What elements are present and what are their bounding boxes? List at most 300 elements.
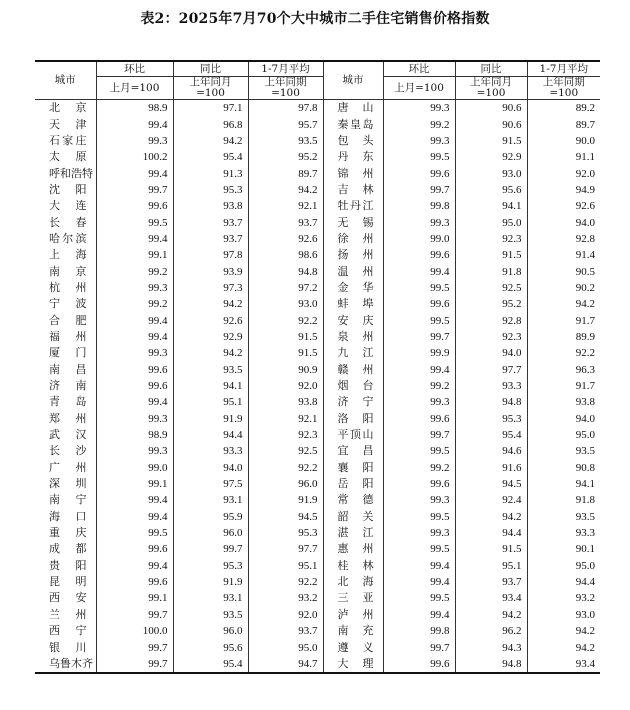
avg-value: 93.5 (575, 510, 595, 523)
avg-value: 92.2 (248, 460, 323, 476)
city-name: 呼和浩特 (35, 165, 96, 181)
mom-value: 99.0 (383, 231, 455, 247)
yoy-value: 92.8 (455, 312, 527, 328)
mom-value: 99.3 (96, 443, 173, 459)
city-name: 蚌埠 (323, 296, 383, 312)
table-row (35, 312, 600, 328)
avg-value: 92.0 (248, 378, 323, 394)
city-name: 济宁 (323, 394, 383, 410)
table-row (35, 198, 600, 214)
header-avg-left: 1-7月平均 (248, 61, 323, 77)
avg-value: 97.8 (248, 100, 323, 117)
yoy-value: 94.2 (173, 345, 248, 361)
table-header (35, 61, 600, 100)
avg-value: 92.0 (248, 607, 323, 623)
city-name: 宜昌 (323, 443, 383, 459)
city-name: 合肥 (35, 312, 96, 328)
avg-value: 97.7 (248, 541, 323, 557)
city-name: 韶关 (323, 509, 383, 525)
city-name: 温州 (323, 263, 383, 279)
yoy-value: 93.4 (455, 590, 527, 606)
yoy-value: 95.6 (455, 182, 527, 198)
yoy-value: 94.8 (455, 394, 527, 410)
city-name: 湛江 (323, 525, 383, 541)
avg-value: 94.5 (248, 509, 323, 525)
city-name: 金华 (323, 280, 383, 296)
table-row (35, 165, 600, 181)
yoy-value: 93.5 (173, 607, 248, 623)
city-name: 襄阳 (323, 460, 383, 476)
mom-value: 99.7 (96, 656, 173, 673)
mom-value: 99.4 (96, 492, 173, 508)
table-row (35, 263, 600, 279)
city-name: 大理 (323, 656, 383, 673)
yoy-value: 91.6 (455, 460, 527, 476)
header-avg-right: 1-7月平均 (527, 61, 600, 77)
mom-value: 99.3 (96, 345, 173, 361)
mom-value: 98.9 (96, 100, 173, 117)
yoy-value: 95.2 (455, 296, 527, 312)
avg-value: 93.4 (527, 656, 600, 673)
city-name: 长春 (35, 214, 96, 230)
yoy-value: 95.1 (455, 558, 527, 574)
city-name: 北海 (323, 574, 383, 590)
avg-value: 95.0 (575, 559, 595, 572)
mom-value: 100.2 (96, 149, 173, 165)
avg-value: 94.9 (575, 183, 595, 196)
avg-value: 96.0 (248, 476, 323, 492)
avg-value: 95.0 (248, 639, 323, 655)
yoy-value: 91.5 (455, 247, 527, 263)
avg-value: 96.3 (575, 363, 595, 376)
avg-value: 94.7 (248, 656, 323, 673)
avg-value: 91.5 (248, 345, 323, 361)
mom-value: 99.4 (383, 362, 455, 378)
mom-value: 99.7 (96, 182, 173, 198)
city-name: 哈尔滨 (35, 231, 96, 247)
table-row (35, 656, 600, 673)
table-row (35, 460, 600, 476)
table-row (35, 443, 600, 459)
avg-value: 93.2 (248, 590, 323, 606)
city-name: 青岛 (35, 394, 96, 410)
yoy-value: 93.1 (173, 492, 248, 508)
avg-value: 91.4 (575, 249, 595, 262)
mom-value: 99.2 (383, 460, 455, 476)
yoy-value: 97.1 (173, 100, 248, 117)
mom-value: 99.7 (383, 182, 455, 198)
avg-value: 95.0 (575, 429, 595, 442)
table-row (35, 525, 600, 541)
yoy-value: 96.0 (173, 525, 248, 541)
city-name: 烟台 (323, 378, 383, 394)
city-name: 惠州 (323, 541, 383, 557)
avg-value: 90.8 (575, 461, 595, 474)
mom-value: 99.0 (96, 460, 173, 476)
mom-value: 99.7 (383, 329, 455, 345)
avg-value: 92.1 (248, 198, 323, 214)
avg-value: 93.7 (248, 623, 323, 639)
city-name: 大连 (35, 198, 96, 214)
table-title: 表2：2025年7月70个大中城市二手住宅销售价格指数 (140, 11, 490, 27)
table-body (35, 100, 600, 674)
city-name: 昆明 (35, 574, 96, 590)
table-row (35, 182, 600, 198)
avg-value: 97.2 (248, 280, 323, 296)
table-row (35, 329, 600, 345)
yoy-value: 94.2 (455, 509, 527, 525)
avg-value: 89.2 (575, 102, 595, 115)
mom-value: 99.4 (96, 509, 173, 525)
mom-value: 99.3 (383, 492, 455, 508)
avg-value: 94.1 (575, 478, 595, 491)
city-name: 厦门 (35, 345, 96, 361)
yoy-value: 95.4 (455, 427, 527, 443)
mom-value: 99.6 (383, 165, 455, 181)
city-name: 常德 (323, 492, 383, 508)
header-avg-base-left: 上年同期 =100 (248, 77, 323, 100)
table-row (35, 378, 600, 394)
mom-value: 99.4 (96, 394, 173, 410)
mom-value: 99.6 (383, 247, 455, 263)
mom-value: 99.1 (96, 247, 173, 263)
yoy-value: 92.9 (455, 149, 527, 165)
yoy-value: 95.9 (173, 509, 248, 525)
city-name: 石家庄 (35, 133, 96, 149)
yoy-value: 95.3 (173, 182, 248, 198)
mom-value: 99.4 (96, 116, 173, 132)
mom-value: 99.6 (383, 656, 455, 673)
avg-value: 93.2 (575, 592, 595, 605)
table-row (35, 345, 600, 361)
yoy-value: 97.5 (173, 476, 248, 492)
header-mom-left: 环比 (96, 61, 173, 77)
avg-value: 92.2 (248, 574, 323, 590)
mom-value: 99.8 (383, 623, 455, 639)
mom-value: 100.0 (96, 623, 173, 639)
avg-value: 94.2 (575, 641, 595, 654)
yoy-value: 92.5 (455, 280, 527, 296)
avg-value: 92.2 (248, 312, 323, 328)
mom-value: 99.1 (96, 590, 173, 606)
avg-value: 95.1 (248, 558, 323, 574)
city-name: 洛阳 (323, 411, 383, 427)
city-name: 安庆 (323, 312, 383, 328)
city-name: 秦皇岛 (323, 116, 383, 132)
mom-value: 99.6 (96, 541, 173, 557)
header-mom-base-right: 上月=100 (383, 77, 455, 100)
yoy-value: 97.8 (173, 247, 248, 263)
avg-value: 91.1 (575, 151, 595, 164)
yoy-value: 94.3 (455, 639, 527, 655)
yoy-value: 94.2 (173, 133, 248, 149)
price-index-table (35, 60, 600, 674)
header-yoy-base-left: 上年同月 =100 (173, 77, 248, 100)
mom-value: 99.7 (383, 427, 455, 443)
avg-value: 92.3 (248, 427, 323, 443)
mom-value: 99.3 (383, 100, 455, 117)
avg-value: 94.0 (575, 412, 595, 425)
city-name: 南京 (35, 263, 96, 279)
yoy-value: 97.3 (173, 280, 248, 296)
city-name: 西宁 (35, 623, 96, 639)
city-name: 杭州 (35, 280, 96, 296)
yoy-value: 91.5 (455, 133, 527, 149)
yoy-value: 94.5 (455, 476, 527, 492)
yoy-value: 94.1 (173, 378, 248, 394)
yoy-value: 96.2 (455, 623, 527, 639)
yoy-value: 96.8 (173, 116, 248, 132)
yoy-value: 93.7 (455, 574, 527, 590)
header-mom-base-left: 上月=100 (96, 77, 173, 100)
city-name: 深圳 (35, 476, 96, 492)
mom-value: 99.3 (383, 394, 455, 410)
mom-value: 99.4 (96, 558, 173, 574)
avg-value: 94.4 (575, 576, 595, 589)
avg-value: 92.6 (248, 231, 323, 247)
yoy-value: 95.3 (455, 411, 527, 427)
mom-value: 99.5 (383, 149, 455, 165)
table-row (35, 411, 600, 427)
table-row (35, 476, 600, 492)
city-name: 贵阳 (35, 558, 96, 574)
mom-value: 99.4 (96, 231, 173, 247)
city-name: 三亚 (323, 590, 383, 606)
avg-value: 90.5 (575, 265, 595, 278)
city-name: 重庆 (35, 525, 96, 541)
avg-value: 93.7 (248, 214, 323, 230)
city-name: 西安 (35, 590, 96, 606)
mom-value: 99.5 (96, 214, 173, 230)
mom-value: 99.6 (96, 378, 173, 394)
header-yoy-right: 同比 (455, 61, 527, 77)
yoy-value: 95.4 (173, 656, 248, 673)
yoy-value: 95.4 (173, 149, 248, 165)
mom-value: 99.4 (383, 263, 455, 279)
city-name: 岳阳 (323, 476, 383, 492)
header-city-left: 城市 (35, 61, 96, 100)
table-row (35, 558, 600, 574)
mom-value: 99.3 (96, 133, 173, 149)
table-row (35, 427, 600, 443)
avg-value: 94.0 (575, 216, 595, 229)
avg-value: 91.7 (575, 314, 595, 327)
yoy-value: 95.1 (173, 394, 248, 410)
table-row (35, 574, 600, 590)
table-row (35, 394, 600, 410)
yoy-value: 99.7 (173, 541, 248, 557)
avg-value: 91.7 (575, 380, 595, 393)
avg-value: 94.2 (248, 182, 323, 198)
city-name: 锦州 (323, 165, 383, 181)
avg-value: 91.8 (575, 494, 595, 507)
mom-value: 98.9 (96, 427, 173, 443)
yoy-value: 93.3 (455, 378, 527, 394)
header-city-right: 城市 (323, 61, 383, 100)
city-name: 成都 (35, 541, 96, 557)
mom-value: 99.6 (96, 574, 173, 590)
table-row (35, 509, 600, 525)
avg-value: 95.3 (248, 525, 323, 541)
header-avg-base-right: 上年同期 =100 (527, 77, 600, 100)
avg-value: 92.5 (248, 443, 323, 459)
avg-value: 93.3 (575, 527, 595, 540)
mom-value: 99.4 (383, 574, 455, 590)
avg-value: 94.8 (248, 263, 323, 279)
yoy-value: 94.4 (173, 427, 248, 443)
yoy-value: 94.0 (173, 460, 248, 476)
yoy-value: 90.6 (455, 100, 527, 117)
city-name: 银川 (35, 639, 96, 655)
avg-value: 92.0 (575, 167, 595, 180)
yoy-value: 92.6 (173, 312, 248, 328)
table-row (35, 296, 600, 312)
city-name: 唐山 (323, 100, 383, 117)
yoy-value: 93.5 (173, 362, 248, 378)
mom-value: 99.3 (96, 411, 173, 427)
yoy-value: 94.1 (455, 198, 527, 214)
table-row (35, 280, 600, 296)
header-yoy-left: 同比 (173, 61, 248, 77)
mom-value: 99.2 (383, 116, 455, 132)
mom-value: 99.4 (96, 312, 173, 328)
mom-value: 99.6 (96, 198, 173, 214)
avg-value: 93.0 (575, 608, 595, 621)
avg-value: 90.0 (575, 134, 595, 147)
mom-value: 99.7 (96, 607, 173, 623)
yoy-value: 94.6 (455, 443, 527, 459)
yoy-value: 92.3 (455, 231, 527, 247)
yoy-value: 91.9 (173, 411, 248, 427)
city-name: 上海 (35, 247, 96, 263)
yoy-value: 93.7 (173, 231, 248, 247)
yoy-value: 91.3 (173, 165, 248, 181)
table-row (35, 133, 600, 149)
avg-value: 94.2 (575, 625, 595, 638)
table-row (35, 214, 600, 230)
avg-value: 89.7 (575, 118, 595, 131)
yoy-value: 94.4 (455, 525, 527, 541)
city-name: 遵义 (323, 639, 383, 655)
mom-value: 99.9 (383, 345, 455, 361)
header-mom-right: 环比 (383, 61, 455, 77)
avg-value: 89.7 (248, 165, 323, 181)
city-name: 赣州 (323, 362, 383, 378)
yoy-value: 95.3 (173, 558, 248, 574)
mom-value: 99.6 (383, 296, 455, 312)
city-name: 南充 (323, 623, 383, 639)
table-row (35, 607, 600, 623)
mom-value: 99.3 (383, 133, 455, 149)
table-row (35, 639, 600, 655)
mom-value: 99.8 (383, 198, 455, 214)
yoy-value: 93.3 (173, 443, 248, 459)
yoy-value: 95.0 (455, 214, 527, 230)
city-name: 牡丹江 (323, 198, 383, 214)
yoy-value: 94.2 (173, 296, 248, 312)
yoy-value: 94.2 (455, 607, 527, 623)
city-name: 无锡 (323, 214, 383, 230)
mom-value: 99.3 (383, 214, 455, 230)
table-row (35, 492, 600, 508)
avg-value: 93.8 (248, 394, 323, 410)
avg-value: 93.8 (575, 396, 595, 409)
table-row (35, 362, 600, 378)
yoy-value: 97.7 (455, 362, 527, 378)
yoy-value: 95.6 (173, 639, 248, 655)
city-name: 泸州 (323, 607, 383, 623)
yoy-value: 93.1 (173, 590, 248, 606)
mom-value: 99.6 (383, 476, 455, 492)
avg-value: 90.1 (575, 543, 595, 556)
city-name: 太原 (35, 149, 96, 165)
yoy-value: 93.0 (455, 165, 527, 181)
city-name: 桂林 (323, 558, 383, 574)
mom-value: 99.4 (96, 329, 173, 345)
yoy-value: 93.7 (173, 214, 248, 230)
city-name: 武汉 (35, 427, 96, 443)
city-name: 吉林 (323, 182, 383, 198)
mom-value: 99.2 (96, 263, 173, 279)
city-name: 广州 (35, 460, 96, 476)
avg-value: 98.6 (248, 247, 323, 263)
mom-value: 99.2 (96, 296, 173, 312)
city-name: 济南 (35, 378, 96, 394)
avg-value: 90.9 (248, 362, 323, 378)
mom-value: 99.2 (383, 378, 455, 394)
mom-value: 99.5 (383, 443, 455, 459)
city-name: 郑州 (35, 411, 96, 427)
mom-value: 99.4 (383, 607, 455, 623)
mom-value: 99.5 (96, 525, 173, 541)
mom-value: 99.4 (383, 558, 455, 574)
yoy-value: 94.0 (455, 345, 527, 361)
city-name: 泉州 (323, 329, 383, 345)
yoy-value: 91.5 (455, 541, 527, 557)
avg-value: 93.0 (248, 296, 323, 312)
avg-value: 90.2 (575, 281, 595, 294)
city-name: 九江 (323, 345, 383, 361)
table-row (35, 590, 600, 606)
mom-value: 99.4 (96, 165, 173, 181)
table-row (35, 100, 600, 117)
avg-value: 91.5 (248, 329, 323, 345)
avg-value: 95.7 (248, 116, 323, 132)
mom-value: 99.5 (383, 590, 455, 606)
city-name: 兰州 (35, 607, 96, 623)
mom-value: 99.3 (96, 280, 173, 296)
city-name: 南宁 (35, 492, 96, 508)
mom-value: 99.5 (383, 509, 455, 525)
mom-value: 99.6 (96, 362, 173, 378)
city-name: 沈阳 (35, 182, 96, 198)
table-row (35, 247, 600, 263)
mom-value: 99.7 (383, 639, 455, 655)
yoy-value: 90.6 (455, 116, 527, 132)
city-name: 丹东 (323, 149, 383, 165)
yoy-value: 96.0 (173, 623, 248, 639)
table-row (35, 149, 600, 165)
table-row (35, 116, 600, 132)
mom-value: 99.5 (383, 541, 455, 557)
city-name: 宁波 (35, 296, 96, 312)
avg-value: 92.8 (575, 232, 595, 245)
avg-value: 93.5 (575, 445, 595, 458)
mom-value: 99.3 (383, 525, 455, 541)
city-name: 包头 (323, 133, 383, 149)
table-row (35, 541, 600, 557)
avg-value: 93.5 (248, 133, 323, 149)
